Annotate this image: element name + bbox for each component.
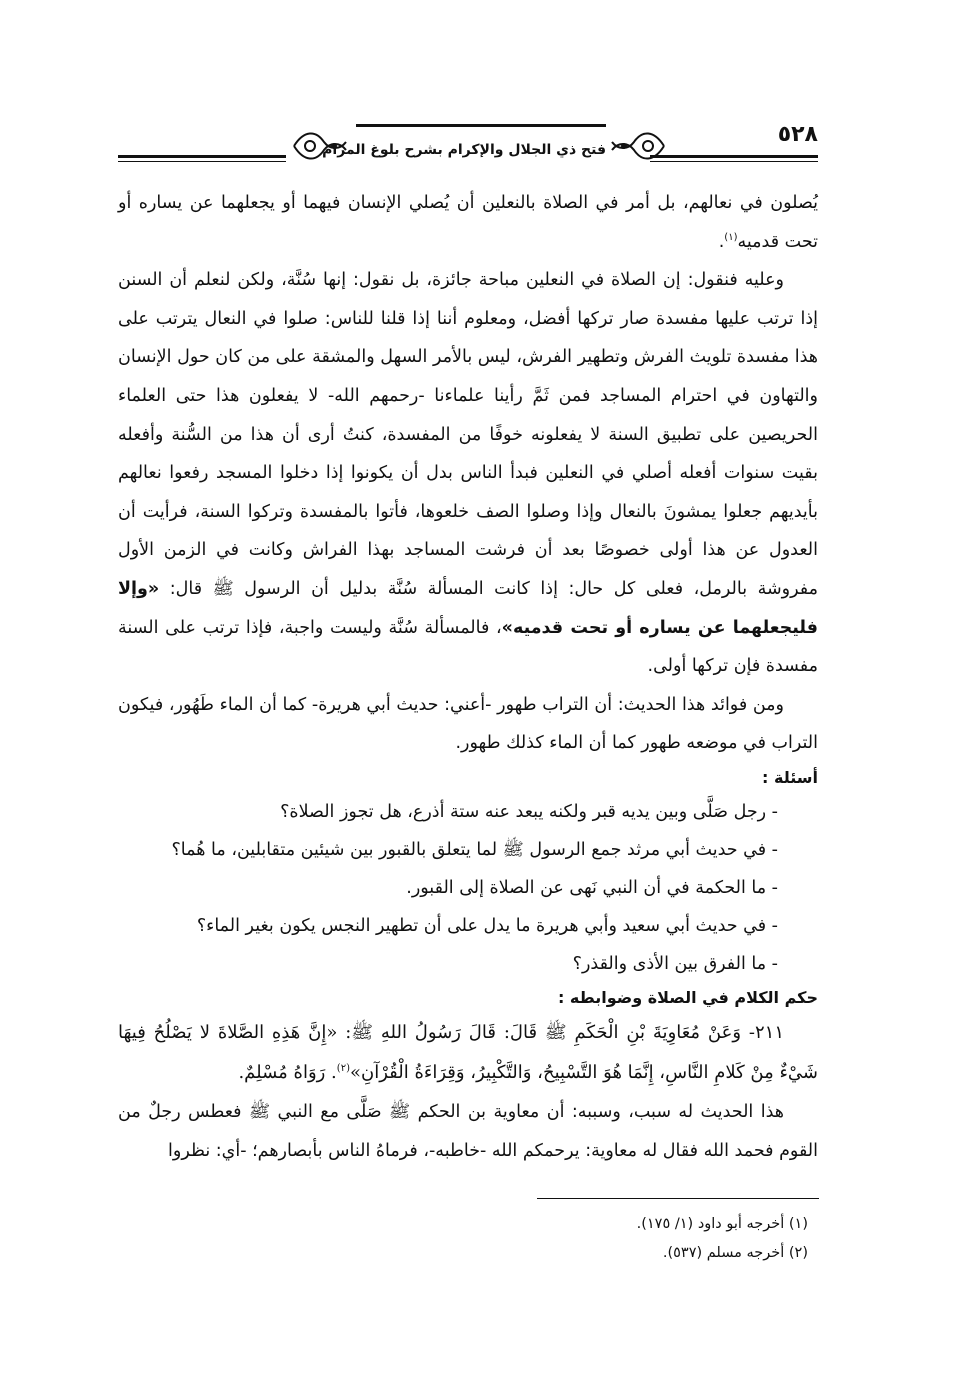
running-title: فتح ذي الجلال والإكرام بشرح بلوغ المرام <box>322 142 606 158</box>
header-rule-left <box>118 155 286 158</box>
hadith-quote: «وإلا فليجعلهما عن يساره أو تحت قدميه» <box>118 578 818 638</box>
text-run: . <box>718 231 725 252</box>
page-header <box>118 120 818 176</box>
text-run: يُصلون في نعالهم، بل أمر في الصلاة بالنعلين أن يُصلي الإنسان فيهما أو يجعلهما عن يساره أو تحت قدميه <box>118 193 818 252</box>
question-item: - ما الفرق بين الأذى والقذر؟ <box>572 953 778 974</box>
header-rule-right <box>650 155 818 158</box>
hadith-text <box>118 1013 818 1093</box>
footnotes <box>118 1210 808 1268</box>
question-item: - ما الحكمة في أن النبي نَهى عن الصلاة إلى القبور. <box>406 877 778 898</box>
header-rule-left-thin <box>118 161 286 162</box>
header-rule-right-thin <box>650 161 818 162</box>
paragraph: ومن فوائد هذا الحديث: أن التراب طهور -أعني: حديث أبي هريرة- كما أن الماء طَهُور، فيكون التراب في موضعه طهور كما أن الماء كذلك طهور. <box>118 694 818 754</box>
question-item: - رجل صَلَّى وبين يديه قبر ولكنه يبعد عنه ستة أذرع، هل تجوز الصلاة؟ <box>280 801 778 822</box>
footnote: (٢) أخرجه مسلم (٥٣٧). <box>662 1245 808 1261</box>
paragraph <box>118 184 818 261</box>
section-heading: حكم الكلام في الصلاة وضوابطه : <box>557 987 818 1007</box>
footnote-divider <box>537 1198 819 1199</box>
question-item: - في حديث أبي مرثد جمع الرسول ﷺ لما يتعلق بالقبور بين شيئين متقابلين، ما هُما؟ <box>171 839 778 860</box>
text-run: وعليه فنقول: إن الصلاة في النعلين مباحة جائزة، بل نقول: إنها سُنَّة، ولكن لنعلم أن السنن إذا ترتب عليها مفسدة صار تركها أفضل، ومعلوم أننا إذا قلنا للناس: صلوا في النعال يترتب على هذا مفسدة تلويث الفرش وتطهير الفرش، ليس بالأمر السهل والمشقة على من كان حول الإنسان والتهاون في احترام المساجد فمن ثَمَّ رأينا علماءنا -رحمهم الله- لا يفعلون هذا حتى العلماء الحريصين على تطبيق السنة لا يفعلونه خوفًا من المفسدة، كنتُ أرى أن هذا من السُّنة وأفعله بقيت سنوات أفعله أصلي في النعلين فبدأ الناس بدل أن يكونوا إذا دخلوا المسجد رفعوا نعالهم بأيديهم جعلوا يمشونَ بالنعال وإذا وصلوا الصف خلعوها، فأتوا بالمفسدة وتركوا السنة، فرأيت أن العدول عن هذا أولى خصوصًا بعد أن فرشت المساجد بهذا الفراش وكانت في الزمن الأول مفروشة بالرمل، فعلى كل حال: إذا كانت المسألة سُنَّة بدليل أن الرسول ﷺ قال: <box>118 270 818 599</box>
ornament-icon <box>608 124 668 168</box>
questions-list <box>118 793 818 983</box>
text-run: ٢١١- وَعَنْ مُعَاوِيَةَ بْنِ الْحَكَمِ ﷺ قَالَ: قَالَ رَسُولُ اللهِ ﷺ: «إِنَّ هَذِهِ الصَّلاةَ لا يَصْلُحُ فِيهَا شَيْءٌ مِنْ كَلامِ النَّاسِ، إِنَّمَا هُوَ التَّسْبِيحُ، وَالتَّكْبِيرُ، وَقِرَاءَةُ الْقُرْآنِ» <box>118 1021 818 1083</box>
footnote-ref: (٢) <box>336 1062 350 1074</box>
footnote-ref: (١) <box>724 231 738 243</box>
main-text <box>118 184 818 1170</box>
header-rule-top <box>356 124 606 127</box>
question-item: - في حديث أبي سعيد وأبي هريرة ما يدل على أن تطهير النجس يكون بغير الماء؟ <box>196 915 778 936</box>
footnote: (١) أخرجه أبو داود (١/ ١٧٥). <box>636 1216 808 1232</box>
text-run: . رَوَاهُ مُسْلِمٌ. <box>238 1061 337 1083</box>
text-run: ، فالمسألة سُنَّة وليست واجبة، فإذا ترتب على السنة مفسدة فإن تركها أولى. <box>118 617 818 677</box>
commentary-paragraph: هذا الحديث له سبب، وسببه: أن معاوية بن الحكم ﷺ صَلَّى مع النبي ﷺ فعطس رجلٌ من القوم فحمد الله فقال له معاوية: يرحمكم الله -خاطبه-، فرماهُ الناس بأبصارهم؛ -أي: نظروا <box>118 1101 818 1161</box>
page-number: ٥٢٨ <box>777 122 818 147</box>
questions-heading: أسئلة : <box>762 767 818 787</box>
paragraph <box>118 261 818 686</box>
